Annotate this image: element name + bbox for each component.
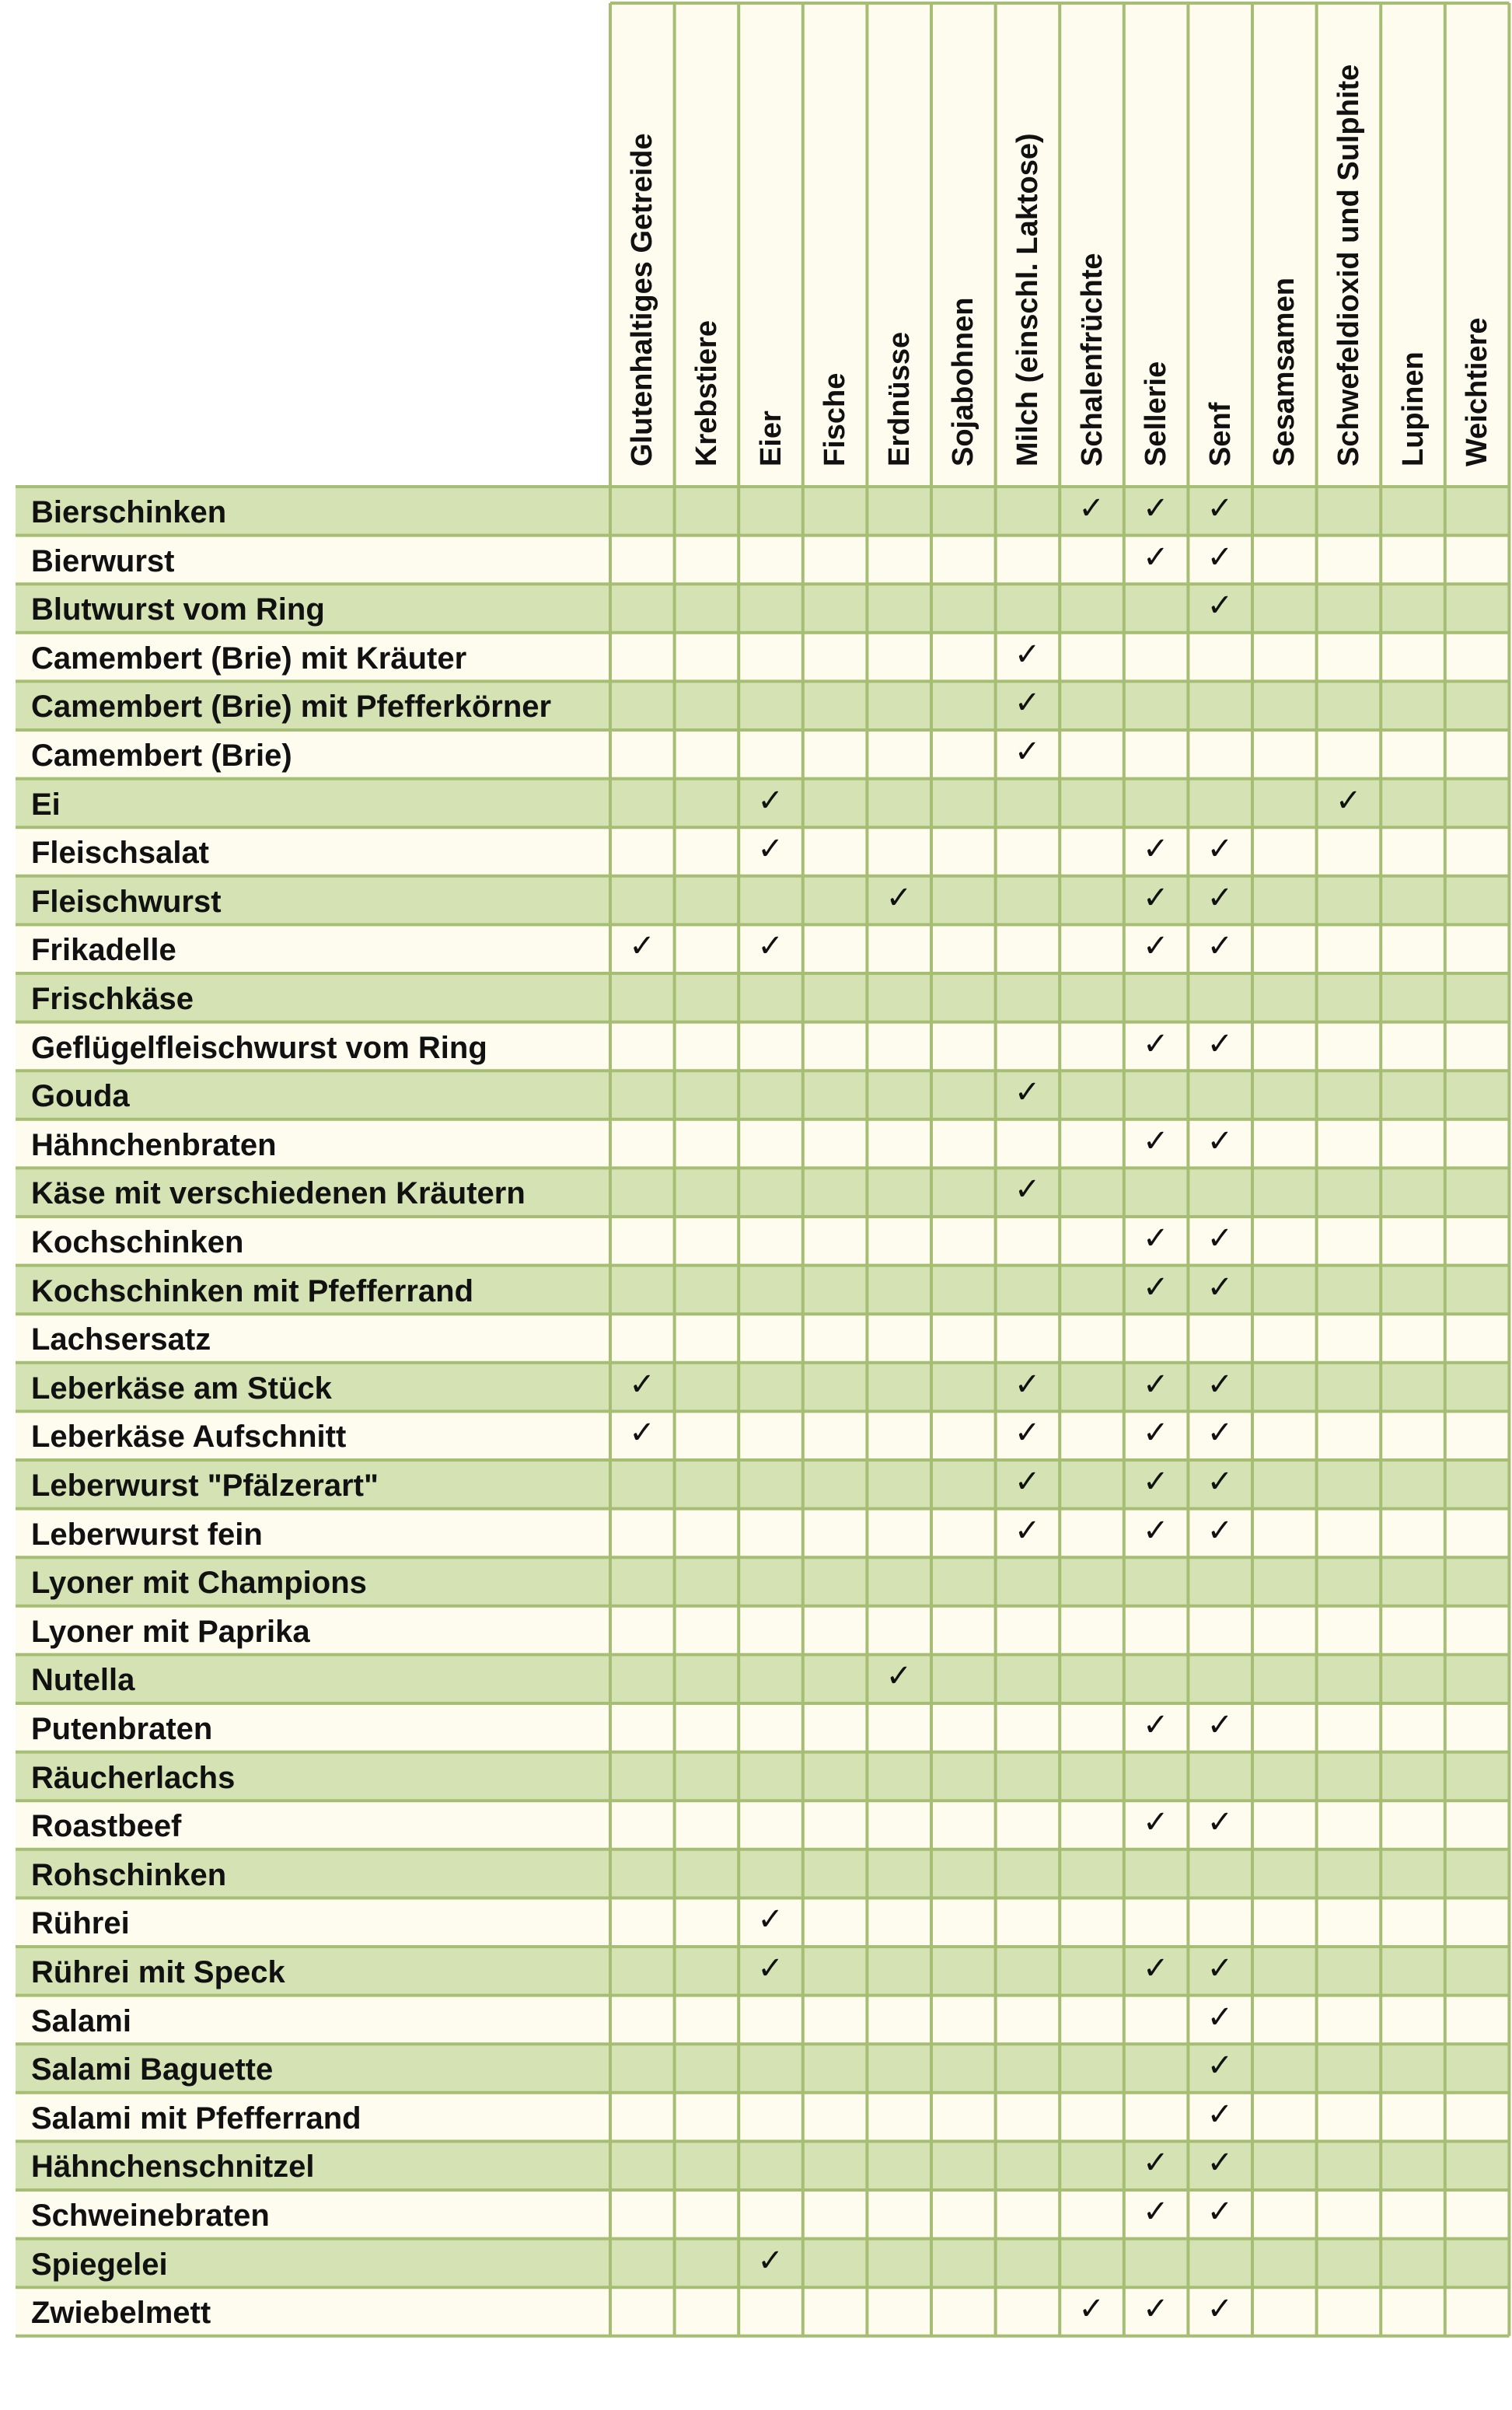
check-mark-icon: ✓ bbox=[1078, 491, 1105, 526]
row-label: Fleischsalat bbox=[31, 836, 210, 871]
row-label: Geflügelfleischwurst vom Ring bbox=[31, 1030, 487, 1065]
check-mark-icon: ✓ bbox=[1206, 2096, 1234, 2132]
check-mark-icon: ✓ bbox=[885, 1658, 913, 1695]
check-mark-icon: ✓ bbox=[1143, 879, 1169, 916]
check-mark-icon: ✓ bbox=[1014, 1366, 1041, 1402]
column-header: Senf bbox=[1203, 402, 1237, 466]
check-mark-icon: ✓ bbox=[885, 879, 913, 916]
row-background bbox=[16, 1703, 1509, 1752]
row-label: Bierwurst bbox=[31, 543, 175, 578]
check-mark-icon: ✓ bbox=[1206, 1707, 1234, 1743]
check-mark-icon: ✓ bbox=[1143, 1415, 1169, 1451]
check-mark-icon: ✓ bbox=[1206, 1951, 1234, 1986]
check-mark-icon: ✓ bbox=[1143, 1025, 1169, 1062]
check-mark-icon: ✓ bbox=[757, 1902, 784, 1938]
row-label: Camembert (Brie) mit Pfefferkörner bbox=[31, 690, 552, 725]
check-mark-icon: ✓ bbox=[1206, 588, 1234, 624]
column-header: Fische bbox=[819, 372, 852, 466]
row-label: Rohschinken bbox=[31, 1857, 227, 1892]
row-label: Nutella bbox=[31, 1663, 135, 1698]
check-mark-icon: ✓ bbox=[1206, 1025, 1234, 1062]
check-mark-icon: ✓ bbox=[1143, 2145, 1169, 2181]
row-label: Camembert (Brie) mit Kräuter bbox=[31, 641, 467, 676]
row-background bbox=[16, 1801, 1509, 1849]
check-mark-icon: ✓ bbox=[1014, 1074, 1041, 1111]
row-label: Rührei mit Speck bbox=[31, 1955, 285, 1989]
check-mark-icon: ✓ bbox=[629, 928, 655, 965]
column-header: Sellerie bbox=[1140, 361, 1173, 466]
row-label: Salami Baguette bbox=[31, 2052, 274, 2087]
row-label: Lyoner mit Champions bbox=[31, 1566, 367, 1601]
check-mark-icon: ✓ bbox=[1143, 2291, 1169, 2328]
check-mark-icon: ✓ bbox=[1206, 1464, 1234, 1500]
column-header: Schwefeldioxid und Sulphite bbox=[1332, 64, 1365, 466]
row-label: Kochschinken mit Pfefferrand bbox=[31, 1273, 474, 1308]
check-mark-icon: ✓ bbox=[757, 831, 784, 868]
row-label: Bierschinken bbox=[31, 495, 227, 529]
check-mark-icon: ✓ bbox=[1206, 928, 1234, 965]
row-label: Käse mit verschiedenen Kräutern bbox=[31, 1176, 526, 1211]
check-mark-icon: ✓ bbox=[1143, 1464, 1169, 1500]
row-background bbox=[16, 1752, 1509, 1801]
check-mark-icon: ✓ bbox=[1014, 1172, 1041, 1208]
row-background bbox=[16, 876, 1509, 925]
check-mark-icon: ✓ bbox=[1206, 879, 1234, 916]
row-label: Leberwurst fein bbox=[31, 1517, 263, 1552]
check-mark-icon: ✓ bbox=[1206, 1999, 1234, 2035]
row-label: Fleischwurst bbox=[31, 884, 222, 919]
row-label: Zwiebelmett bbox=[31, 2296, 211, 2331]
row-label: Leberwurst "Pfälzerart" bbox=[31, 1469, 379, 1503]
check-mark-icon: ✓ bbox=[1206, 539, 1234, 575]
check-mark-icon: ✓ bbox=[1206, 2145, 1234, 2181]
check-mark-icon: ✓ bbox=[1143, 1366, 1169, 1402]
check-mark-icon: ✓ bbox=[757, 928, 784, 965]
row-label: Kochschinken bbox=[31, 1225, 244, 1259]
check-mark-icon: ✓ bbox=[1143, 491, 1169, 526]
check-mark-icon: ✓ bbox=[1143, 1707, 1169, 1743]
check-mark-icon: ✓ bbox=[1143, 1951, 1169, 1986]
check-mark-icon: ✓ bbox=[757, 1951, 784, 1986]
row-background bbox=[16, 1314, 1509, 1363]
check-mark-icon: ✓ bbox=[1206, 1269, 1234, 1305]
row-label: Roastbeef bbox=[31, 1809, 182, 1844]
check-mark-icon: ✓ bbox=[1206, 1415, 1234, 1451]
row-background bbox=[16, 2287, 1509, 2336]
column-header: Sesamsamen bbox=[1268, 278, 1301, 466]
check-mark-icon: ✓ bbox=[1143, 1269, 1169, 1305]
check-mark-icon: ✓ bbox=[1143, 1804, 1169, 1841]
check-mark-icon: ✓ bbox=[1143, 539, 1169, 575]
check-mark-icon: ✓ bbox=[1206, 1512, 1234, 1549]
check-mark-icon: ✓ bbox=[1143, 831, 1169, 868]
row-label: Salami mit Pfefferrand bbox=[31, 2101, 361, 2136]
check-mark-icon: ✓ bbox=[1335, 782, 1362, 819]
row-label: Rührei bbox=[31, 1906, 130, 1941]
check-mark-icon: ✓ bbox=[1206, 831, 1234, 868]
column-header: Sojabohnen bbox=[947, 297, 980, 466]
row-label: Blutwurst vom Ring bbox=[31, 592, 325, 627]
check-mark-icon: ✓ bbox=[1206, 2048, 1234, 2084]
check-mark-icon: ✓ bbox=[1014, 685, 1041, 721]
row-label: Gouda bbox=[31, 1079, 130, 1114]
check-mark-icon: ✓ bbox=[757, 2242, 784, 2279]
check-mark-icon: ✓ bbox=[1143, 1123, 1169, 1159]
row-label: Frikadelle bbox=[31, 933, 176, 968]
column-header: Lupinen bbox=[1396, 351, 1430, 466]
column-header: Erdnüsse bbox=[882, 331, 916, 466]
row-label: Camembert (Brie) bbox=[31, 739, 292, 773]
row-label: Lyoner mit Paprika bbox=[31, 1614, 310, 1649]
column-header: Schalenfrüchte bbox=[1075, 253, 1109, 466]
check-mark-icon: ✓ bbox=[1014, 636, 1041, 672]
check-mark-icon: ✓ bbox=[629, 1415, 655, 1451]
column-header: Eier bbox=[754, 410, 787, 466]
row-label: Schweinebraten bbox=[31, 2199, 270, 2233]
check-mark-icon: ✓ bbox=[1143, 1512, 1169, 1549]
check-mark-icon: ✓ bbox=[1206, 1804, 1234, 1841]
check-mark-icon: ✓ bbox=[1143, 2194, 1169, 2230]
row-label: Räucherlachs bbox=[31, 1760, 236, 1795]
check-mark-icon: ✓ bbox=[1014, 1415, 1041, 1451]
row-background bbox=[16, 973, 1509, 1022]
check-mark-icon: ✓ bbox=[1014, 734, 1041, 770]
check-mark-icon: ✓ bbox=[1143, 928, 1169, 965]
check-mark-icon: ✓ bbox=[1014, 1512, 1041, 1549]
row-background bbox=[16, 536, 1509, 585]
check-mark-icon: ✓ bbox=[1206, 1221, 1234, 1256]
check-mark-icon: ✓ bbox=[1206, 491, 1234, 526]
row-background bbox=[16, 1849, 1509, 1898]
row-label: Ei bbox=[31, 787, 61, 822]
check-mark-icon: ✓ bbox=[1143, 1221, 1169, 1256]
row-background bbox=[16, 1654, 1509, 1703]
row-label: Salami bbox=[31, 2003, 131, 2038]
check-mark-icon: ✓ bbox=[1206, 1123, 1234, 1159]
check-mark-icon: ✓ bbox=[1014, 1464, 1041, 1500]
check-mark-icon: ✓ bbox=[1206, 1366, 1234, 1402]
row-label: Leberkäse am Stück bbox=[31, 1371, 332, 1406]
check-mark-icon: ✓ bbox=[629, 1366, 655, 1402]
row-label: Leberkäse Aufschnitt bbox=[31, 1420, 347, 1455]
column-header: Weichtiere bbox=[1461, 317, 1494, 466]
check-mark-icon: ✓ bbox=[1078, 2291, 1105, 2328]
check-mark-icon: ✓ bbox=[1206, 2194, 1234, 2230]
column-header: Milch (einschl. Laktose) bbox=[1011, 133, 1044, 466]
row-label: Frischkäse bbox=[31, 982, 194, 1016]
row-background bbox=[16, 1996, 1509, 2045]
column-header: Glutenhaltiges Getreide bbox=[626, 133, 659, 466]
row-background bbox=[16, 1071, 1509, 1119]
row-label: Putenbraten bbox=[31, 1712, 213, 1746]
row-background bbox=[16, 487, 1509, 536]
row-label: Hähnchenschnitzel bbox=[31, 2150, 315, 2185]
row-label: Hähnchenbraten bbox=[31, 1127, 277, 1162]
check-mark-icon: ✓ bbox=[1206, 2291, 1234, 2328]
column-header: Krebstiere bbox=[690, 320, 723, 466]
row-label: Lachsersatz bbox=[31, 1322, 211, 1357]
check-mark-icon: ✓ bbox=[757, 782, 784, 819]
row-label: Spiegelei bbox=[31, 2247, 168, 2282]
